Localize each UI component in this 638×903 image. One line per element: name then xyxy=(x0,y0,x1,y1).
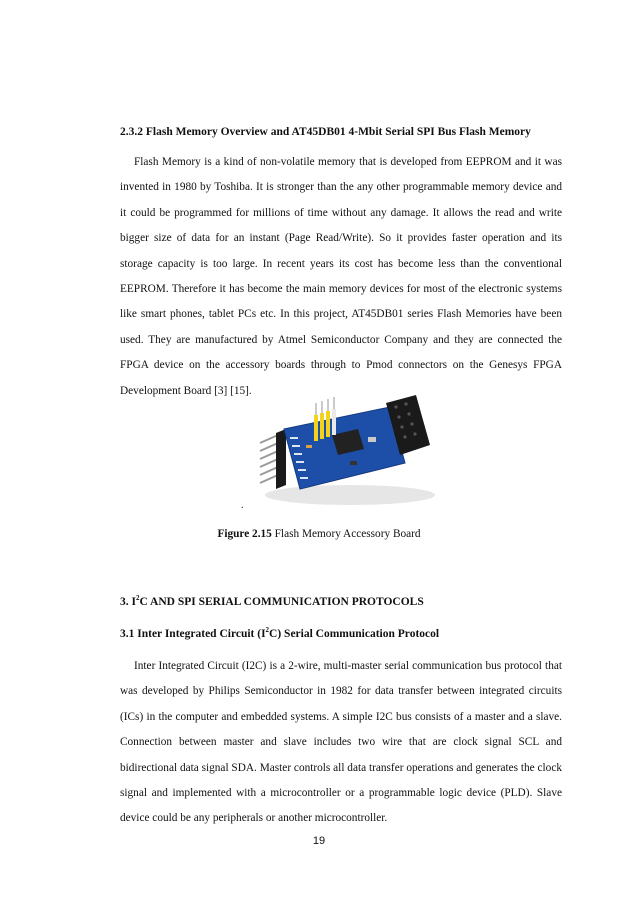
section-3-heading-prefix: 3. I xyxy=(120,596,136,608)
figure-caption-text: Flash Memory Accessory Board xyxy=(271,528,421,540)
page-number: 19 xyxy=(312,835,326,847)
figure-caption xyxy=(0,528,638,540)
section-3-heading-sup: 2 xyxy=(135,594,140,603)
flash-memory-board-image xyxy=(240,385,440,515)
section-3-heading-suffix: C AND SPI SERIAL COMMUNICATION PROTOCOLS xyxy=(139,596,424,608)
flash-memory-paragraph-text: Flash Memory is a kind of non-volatile memory that is developed from EEPROM and it was invented in 1980 by Toshiba. It is stronger than the any other programmable memory device and it could be programmed for millions of time without any damage. It allows the read and write bigger size of data for an instant (Page Read/Write). So it provides faster operation and its storage capacity is too large. In recent years its cost has become less than the conventional EEPROM. Therefore it has become the main memory devices for most of the electronic systems like smart phones, tablet PCs etc. In this project, AT45DB01 series Flash Memories have been used. They are manufactured by Atmel Semiconductor Company and they are connected the FPGA device on the accessory boards through to Pmod connectors on the Genesys FPGA Development Board [3] [15]. xyxy=(120,156,562,397)
i2c-paragraph-text: Inter Integrated Circuit (I2C) is a 2-wire, multi-master serial communication bus protocol that was developed by Philips Semiconductor in 1982 for data transfer between integrated circuits (ICs) in the computer and embedded systems. A simple I2C bus consists of a master and a slave. Connection between master and slave includes two wire that are clock signal SCL and bidirectional data signal SDA. Master controls all data transfer operations and generates the clock signal and implemented with a microcontroller or a programmable logic device (PLD). Slave device could be any peripherals or another microcontroller. xyxy=(120,660,562,825)
figure-dot: . xyxy=(241,500,244,511)
left-pin-header xyxy=(260,435,278,483)
section-3-1-heading-suffix: C) Serial Communication Protocol xyxy=(269,628,440,640)
section-3-1-heading-prefix: 3.1 Inter Integrated Circuit (I xyxy=(120,628,266,640)
section-2-3-2-heading: 2.3.2 Flash Memory Overview and AT45DB01 4-Mbit Serial SPI Bus Flash Memory xyxy=(120,126,531,138)
section-3-heading xyxy=(120,596,424,608)
figure-caption-label: Figure 2.15 xyxy=(217,528,272,540)
i2c-paragraph xyxy=(120,654,562,832)
section-3-1-heading xyxy=(120,628,439,640)
flash-memory-paragraph xyxy=(120,150,562,404)
section-3-1-heading-sup: 2 xyxy=(265,626,270,635)
